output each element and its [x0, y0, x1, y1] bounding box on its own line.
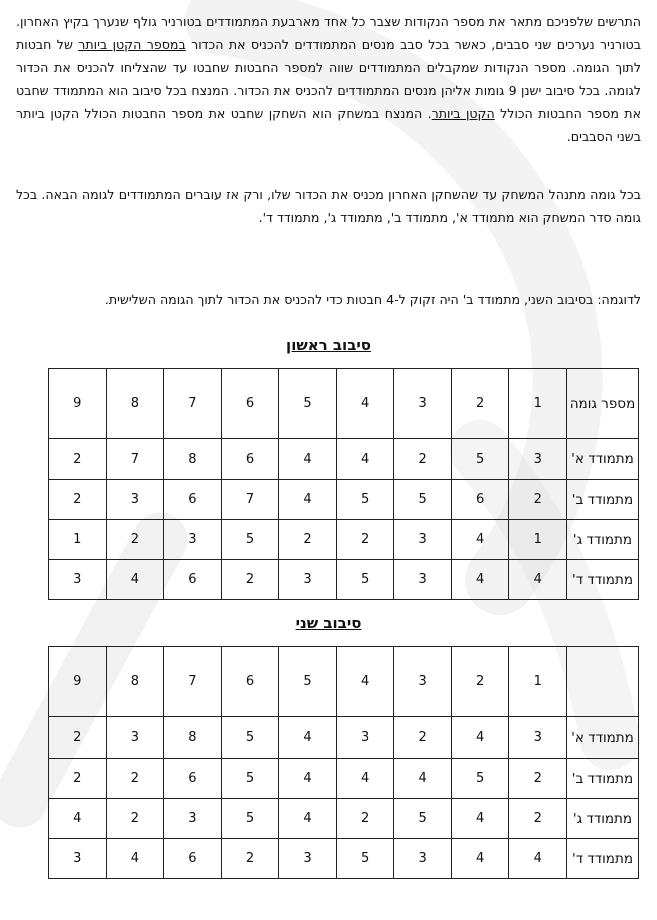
- round1-hole-3: 3: [394, 369, 452, 439]
- intro-text-3: . המנצח במשחק הוא השחקן שחבט את מספר החבטות הכולל הקטן ביותר בשני הסבבים.: [16, 106, 641, 144]
- score-cell: 4: [509, 560, 567, 600]
- score-cell: 2: [394, 439, 452, 480]
- intro-text-1: התרשים שלפניכם מתאר את מספר הנקודות שצבר כל אחד מארבעת המתמודדים בטורניר גולף שנערך בקיץ האחרון. בטורניר נערכים שני סבבים, כאשר בכל סבב מנסים המתמודדים להכניס את הכדור: [16, 14, 641, 52]
- score-cell: 5: [221, 759, 279, 799]
- score-cell: 4: [336, 439, 394, 480]
- rules-paragraph: בכל גומה מתנהל המשחק עד שהשחקן האחרון מכניס את הכדור שלו, ורק אז עוברים המתמודדים לגומה הבאה. בכל גומה סדר המשחק הוא מתמודד א', מתמודד ב', מתמודד ג', מתמודד ד'.: [16, 187, 641, 225]
- score-cell: 4: [279, 717, 337, 759]
- score-cell: 4: [279, 799, 337, 839]
- score-cell: 3: [336, 717, 394, 759]
- score-cell: 3: [279, 560, 337, 600]
- score-cell: 4: [279, 480, 337, 520]
- round1-header-label: מספר גומה: [567, 369, 639, 439]
- score-cell: 7: [221, 480, 279, 520]
- round1-header-row: [49, 369, 639, 439]
- table-row: [49, 439, 639, 480]
- round2-hole-8: 8: [106, 647, 164, 717]
- score-cell: 5: [394, 799, 452, 839]
- score-cell: 4: [279, 439, 337, 480]
- score-cell: 3: [394, 560, 452, 600]
- round1-table: [48, 368, 639, 600]
- round2-hole-3: 3: [394, 647, 452, 717]
- score-cell: 4: [106, 839, 164, 879]
- intro-underline-1: במספר הקטן ביותר: [78, 37, 186, 52]
- score-cell: 5: [451, 759, 509, 799]
- score-cell: 6: [221, 439, 279, 480]
- score-cell: 4: [336, 759, 394, 799]
- score-cell: 2: [221, 839, 279, 879]
- intro-underline-2: הקטן ביותר: [431, 106, 495, 121]
- row-label: מתמודד ד': [567, 560, 639, 600]
- round2-header-label: [567, 647, 639, 717]
- score-cell: 2: [336, 520, 394, 560]
- score-cell: 6: [164, 759, 222, 799]
- score-cell: 6: [164, 839, 222, 879]
- score-cell: 3: [279, 839, 337, 879]
- round2-hole-4: 4: [336, 647, 394, 717]
- score-cell: 2: [49, 759, 107, 799]
- table-row: [49, 717, 639, 759]
- score-cell: 8: [164, 717, 222, 759]
- round2-title: סיבוב שני: [295, 614, 362, 632]
- score-cell: 2: [49, 480, 107, 520]
- table-row: [49, 520, 639, 560]
- score-cell: 2: [106, 799, 164, 839]
- score-cell: 7: [106, 439, 164, 480]
- round2-hole-9: 9: [49, 647, 107, 717]
- score-cell: 4: [279, 759, 337, 799]
- row-label: מתמודד ד': [567, 839, 639, 879]
- intro-paragraph: [16, 10, 641, 148]
- table-row: [49, 759, 639, 799]
- score-cell: 3: [394, 839, 452, 879]
- score-cell: 3: [509, 439, 567, 480]
- round1-title: סיבוב ראשון: [286, 336, 371, 354]
- score-cell: 5: [221, 717, 279, 759]
- score-cell: 2: [279, 520, 337, 560]
- round1-hole-8: 8: [106, 369, 164, 439]
- row-label: מתמודד ג': [567, 520, 639, 560]
- round1-hole-9: 9: [49, 369, 107, 439]
- score-cell: 2: [49, 439, 107, 480]
- example-paragraph: לדוגמה: בסיבוב השני, מתמודד ב' היה זקוק ל-4 חבטות כדי להכניס את הכדור לתוך הגומה השלישית.: [104, 292, 641, 307]
- row-label: מתמודד א': [567, 439, 639, 480]
- score-cell: 6: [164, 560, 222, 600]
- table-row: [49, 799, 639, 839]
- round1-hole-4: 4: [336, 369, 394, 439]
- score-cell: 6: [164, 480, 222, 520]
- score-cell: 5: [221, 799, 279, 839]
- round2-hole-6: 6: [221, 647, 279, 717]
- round2-hole-5: 5: [279, 647, 337, 717]
- round2-hole-1: 1: [509, 647, 567, 717]
- round1-hole-5: 5: [279, 369, 337, 439]
- score-cell: 5: [221, 520, 279, 560]
- round2-hole-2: 2: [451, 647, 509, 717]
- score-cell: 2: [106, 520, 164, 560]
- score-cell: 3: [49, 839, 107, 879]
- score-cell: 5: [336, 480, 394, 520]
- score-cell: 2: [221, 560, 279, 600]
- table-row: [49, 839, 639, 879]
- score-cell: 3: [106, 480, 164, 520]
- score-cell: 4: [106, 560, 164, 600]
- score-cell: 4: [451, 520, 509, 560]
- round1-hole-6: 6: [221, 369, 279, 439]
- score-cell: 2: [106, 759, 164, 799]
- round2-header-row: [49, 647, 639, 717]
- score-cell: 2: [509, 799, 567, 839]
- round1-hole-7: 7: [164, 369, 222, 439]
- intro-text-2: של חבטות לתוך הגומה. מספר הנקודות שמקבלים המתמודדים שווה למספר החבטות שחבטו עד שהצליחו להכניס את הכדור לגומה. בכל סיבוב ישנן 9 גומות אליהן מנסים המתמודדים להכניס את הכדור. המנצח בכל סיבוב הוא המתמודד שחבט את מספר החבטות הכולל: [16, 37, 641, 121]
- score-cell: 2: [336, 799, 394, 839]
- score-cell: 4: [509, 839, 567, 879]
- score-cell: 5: [336, 839, 394, 879]
- score-cell: 2: [49, 717, 107, 759]
- score-cell: 4: [451, 839, 509, 879]
- round2-table: [48, 646, 639, 879]
- score-cell: 5: [394, 480, 452, 520]
- score-cell: 2: [509, 480, 567, 520]
- row-label: מתמודד ב': [567, 480, 639, 520]
- score-cell: 3: [164, 520, 222, 560]
- score-cell: 8: [164, 439, 222, 480]
- row-label: מתמודד ג': [567, 799, 639, 839]
- score-cell: 4: [451, 799, 509, 839]
- score-cell: 2: [509, 759, 567, 799]
- score-cell: 5: [451, 439, 509, 480]
- score-cell: 1: [49, 520, 107, 560]
- score-cell: 1: [509, 520, 567, 560]
- score-cell: 2: [394, 717, 452, 759]
- score-cell: 3: [106, 717, 164, 759]
- table-row: [49, 480, 639, 520]
- round1-hole-1: 1: [509, 369, 567, 439]
- score-cell: 5: [336, 560, 394, 600]
- score-cell: 4: [451, 717, 509, 759]
- row-label: מתמודד ב': [567, 759, 639, 799]
- score-cell: 3: [509, 717, 567, 759]
- round1-hole-2: 2: [451, 369, 509, 439]
- score-cell: 6: [451, 480, 509, 520]
- score-cell: 3: [49, 560, 107, 600]
- score-cell: 3: [394, 520, 452, 560]
- table-row: [49, 560, 639, 600]
- row-label: מתמודד א': [567, 717, 639, 759]
- score-cell: 3: [164, 799, 222, 839]
- score-cell: 4: [394, 759, 452, 799]
- round2-hole-7: 7: [164, 647, 222, 717]
- score-cell: 4: [49, 799, 107, 839]
- score-cell: 4: [451, 560, 509, 600]
